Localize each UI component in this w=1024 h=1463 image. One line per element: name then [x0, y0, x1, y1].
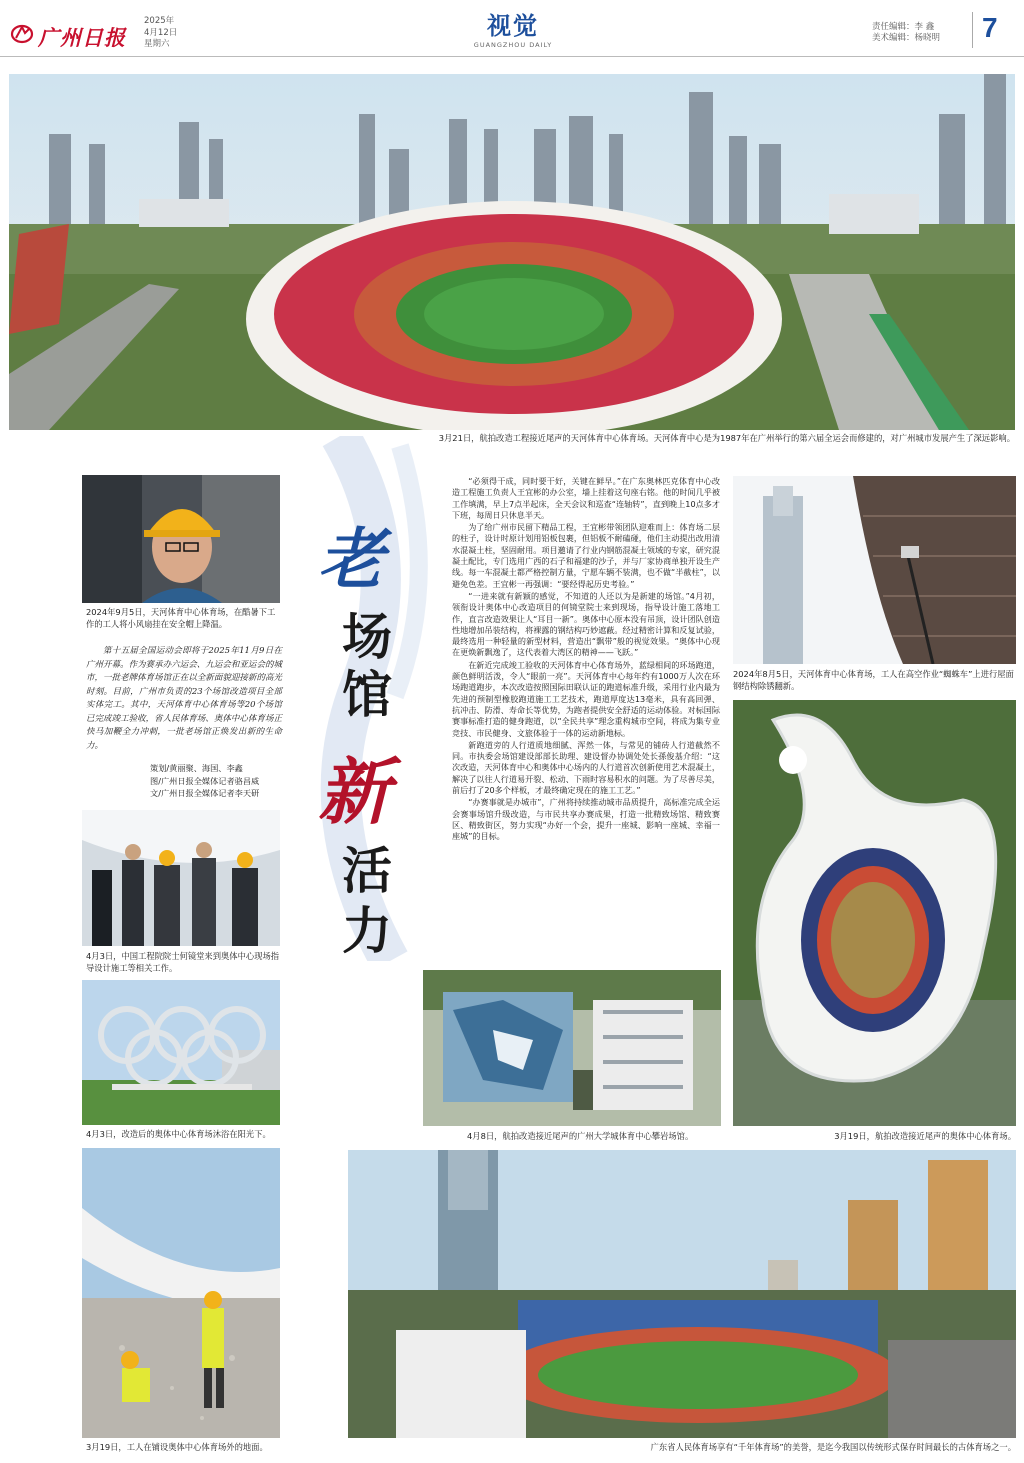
- caption-paving-workers: 3月19日，工人在铺设奥体中心体育场外的地面。: [86, 1442, 268, 1452]
- issue-date: [144, 16, 204, 51]
- masthead-logo: [8, 18, 138, 52]
- caption-worker-portrait: 2024年9月5日，天河体育中心体育场，在酷暑下工作的工人将小风扇挂在安全帽上降温。: [86, 607, 276, 629]
- header-rule: [0, 56, 1024, 59]
- lead-paragraph-text: 第十五届全国运动会即将于2025年11月9日在广州开幕。作为赛承办六运会、九运会和亚运会的城市，一批老牌体育场馆正在以全新面貌迎接新的高光时刻。目前，广州市负责的23个场馆改造项目全部实体完工。其中，天河体育中心体育场等20个场馆已完成竣工验收，省人民体育场、奥体中心体育场正快马加鞭全力冲刺，一批老场馆正焕发出新的生命力。: [86, 646, 282, 751]
- credit-photo: 图/广州日报全媒体记者骆昌威: [150, 775, 260, 786]
- credit-planning: 策划/黄丽聚、海国、李鑫: [150, 763, 243, 773]
- photo-tianhe-stadium-aerial: [9, 74, 1015, 430]
- title-char-guan: 馆: [342, 665, 392, 724]
- caption-olympic-rings: 4月3日，改造后的奥体中心体育场沐浴在阳光下。: [86, 1129, 271, 1139]
- caption-top-panorama: 3月21日，航拍改造工程接近尾声的天河体育中心体育场。天河体育中心是为1987年在广州举行的第六届全运会而修建的，对广州城市发展产生了深远影响。: [438, 433, 1015, 443]
- article-paragraph: 在新近完成竣工验收的天河体育中心体育场外，蓝绿相间的环场跑道，颜色鲜明活泼，令人“眼前一亮”。天河体育中心每年约有1000万人次在环场跑道跑步，本次改造按照国际田联认证的跑道标准升级，采用行业内最为先进的预制型橡胶跑道施工工艺技术，跑道厚度达13毫米，具有高回弹、抗冲击、防滑、寿命长等优势，为跑者提供安全舒适的运动体验。对标国际赛事标准打造的健身跑道，以“全民共享”理念重构城市空间，将成为集专业竞技、市民健身、文旅体验于一体的运动新地标。: [452, 659, 720, 738]
- photo-academician-visit: [82, 810, 280, 946]
- article-paragraph: 为了给广州市民留下精品工程，王宜彬带领团队迎难而上：体育场二层的柱子，设计时原计划用铝板包裹，但铝板不耐磕碰，他们主动提出改用清水混凝土柱，坚固耐用。项目邀请了行业内钢筋混凝土领域的专家，研究混凝土配比，专门选用广西的石子和福建的沙子，并与厂家协商单独开设生产线。每一车混凝土都严格控制方量，宁愿车辆不装满，也不做“半截柱”，以避免色差。王宜彬一再强调：“要经得起历史考验。”: [452, 522, 720, 589]
- caption-climbing-center: 4月8日，航拍改造接近尾声的广州大学城体育中心攀岩场馆。: [467, 1131, 694, 1141]
- section-title: 视觉: [487, 11, 539, 40]
- header-divider: [972, 12, 973, 48]
- title-char-lao: 老: [318, 520, 384, 598]
- newspaper-logo-icon: [10, 23, 34, 45]
- issue-date-year: 2025年: [144, 16, 175, 26]
- credit-text: 文/广州日报全媒体记者李天研: [150, 788, 260, 798]
- photo-olympic-rings: [82, 980, 280, 1125]
- article-paragraph: “必须得干成，同时要干好，关键在鲜早。”在广东奥林匹克体育中心改造工程施工负责人王宜彬的办公室，墙上挂着这句座右铭。他的时间几乎被工作填满，早上7点半起床，全天会议和巡查“连轴转”，直到晚上10点多才下班，每周日只休息半天。: [452, 476, 720, 520]
- article-body: [452, 476, 720, 946]
- credits: [150, 762, 285, 800]
- article-paragraph: “一进来就有新颖的感觉，不知道的人还以为是新建的场馆。”4月初，领衔设计奥体中心改造项目的何镜堂院士来到现场，指导设计施工落地工作，直言改造效果让人“耳目一新”。奥体中心原本没有吊顶，设计团队创造性地增加吊装结构，将裸露的钢结构巧妙遮蔽。经过精密计算和反复试验，最终选用一种轻量的新型材料，营造出“飘带”般的视觉效果。“奥体中心现在更焕新飘逸了，这代表着大湾区的精神——飞跃。”: [452, 590, 720, 658]
- article-paragraph: “办赛事就是办城市”，广州将持续推动城市品质提升，高标准完成全运会赛事场馆升级改造，与市民共享办赛成果，打造一批精致场馆、精致赛区、精致街区，努力实现“办好一个会，提升一座城、影响一座城、幸福一座城”的目标。: [452, 797, 720, 842]
- art-editor: 美术编辑：杨晓明: [872, 33, 941, 43]
- chief-editor: 责任编辑：李 鑫: [872, 22, 935, 32]
- article-paragraph: 新跑道旁的人行道质地细腻、浑然一体，与常见的铺砖人行道截然不同。市执委会场馆建设部部长助理、建设督办协调处处长孫俊基介绍：“这次改造，天河体育中心和奥体中心场内的人行道首次创新使用艺术混凝土，解决了以往人行道易开裂、松动、下雨时容易积水的问题。为了尽善尽美，前后打了20多个样板，才最终确定现在的施工工艺。”: [452, 739, 720, 796]
- section-subtitle: GUANGZHOU DAILY: [473, 41, 553, 49]
- photo-crane-repair: [733, 476, 1016, 664]
- issue-date-day: 4月12日: [144, 27, 178, 38]
- photo-oti-aerial: [733, 700, 1016, 1126]
- caption-provincial-stadium: 广东省人民体育场享有“千年体育场”的美誉，是迄今我国以传统形式保存时间最长的古体育场之一。: [650, 1442, 1016, 1452]
- page-number: 7: [982, 12, 998, 43]
- paper-name: 广州日报: [38, 25, 126, 50]
- photo-climbing-center: [423, 970, 721, 1126]
- caption-oti-aerial: 3月19日，航拍改造接近尾声的奥体中心体育场。: [834, 1131, 1016, 1141]
- caption-academician-visit: 4月3日，中国工程院院士何镜堂来到奥体中心现场指导设计施工等相关工作。: [86, 951, 280, 973]
- title-char-chang: 场: [342, 607, 392, 666]
- photo-paving-workers: [82, 1148, 280, 1438]
- lead-paragraph: [86, 645, 282, 753]
- title-char-huo: 活: [342, 841, 392, 900]
- caption-crane-repair: 2024年8月5日，天河体育中心体育场，工人在高空作业“蜘蛛车”上进行屋面钢结构除锈翻新。: [733, 669, 1014, 691]
- issue-date-weekday: 星期六: [144, 39, 170, 49]
- photo-worker-portrait: [82, 475, 280, 603]
- title-char-xin: 新: [318, 749, 391, 834]
- editors: [872, 22, 972, 44]
- title-char-li: 力: [342, 901, 392, 960]
- photo-provincial-stadium: [348, 1150, 1016, 1438]
